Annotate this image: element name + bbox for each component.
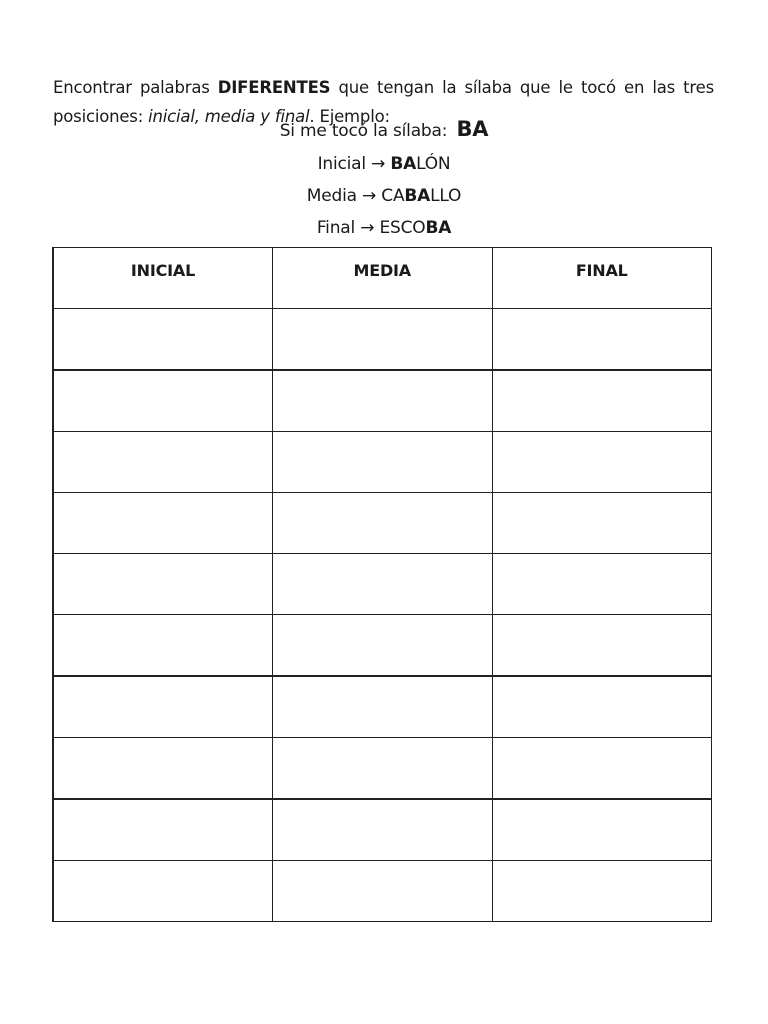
header-final: FINAL — [492, 248, 712, 309]
table-row — [53, 309, 712, 371]
inicial-cell[interactable] — [53, 554, 273, 615]
final-cell[interactable] — [492, 370, 712, 432]
inicial-cell[interactable] — [53, 676, 273, 738]
example-title-text: Si me tocó la sílaba: — [279, 121, 453, 141]
example-word-syllable: BA — [425, 218, 452, 238]
media-cell[interactable] — [273, 738, 493, 800]
table-row — [53, 676, 712, 738]
table-row — [53, 799, 712, 861]
table-row — [53, 738, 712, 800]
example-line-final — [0, 218, 768, 238]
table-row — [53, 554, 712, 615]
instructions-bold-word: DIFERENTES — [217, 77, 331, 97]
final-cell[interactable] — [492, 799, 712, 861]
inicial-cell[interactable] — [53, 493, 273, 554]
instructions-text-1: Encontrar palabras — [53, 77, 218, 97]
instructions-text-3: . Ejemplo: — [309, 106, 390, 126]
table-row — [53, 861, 712, 922]
final-cell[interactable] — [492, 493, 712, 554]
final-cell[interactable] — [492, 861, 712, 922]
inicial-cell[interactable] — [53, 615, 273, 677]
instructions-italic-positions: inicial, media y final — [148, 106, 310, 126]
words-table — [52, 247, 712, 922]
example-label: Media → — [306, 186, 382, 206]
media-cell[interactable] — [273, 861, 493, 922]
media-cell[interactable] — [273, 432, 493, 493]
example-label: Inicial → — [317, 154, 391, 174]
table-row — [53, 493, 712, 554]
example-title — [0, 117, 768, 141]
header-media: MEDIA — [273, 248, 493, 309]
example-word-before: CA — [381, 186, 405, 206]
example-word-syllable: BA — [404, 186, 431, 206]
example-word-before: ESCO — [379, 218, 426, 238]
media-cell[interactable] — [273, 615, 493, 677]
inicial-cell[interactable] — [53, 309, 273, 371]
inicial-cell[interactable] — [53, 370, 273, 432]
header-inicial: INICIAL — [53, 248, 273, 309]
final-cell[interactable] — [492, 615, 712, 677]
media-cell[interactable] — [273, 370, 493, 432]
example-line-inicial — [0, 154, 768, 174]
instructions-text-2: que tengan la sílaba que le tocó en las tres posiciones: — [53, 77, 714, 126]
final-cell[interactable] — [492, 738, 712, 800]
media-cell[interactable] — [273, 676, 493, 738]
media-cell[interactable] — [273, 799, 493, 861]
example-syllable: BA — [456, 117, 489, 141]
final-cell[interactable] — [492, 309, 712, 371]
table-row — [53, 370, 712, 432]
media-cell[interactable] — [273, 554, 493, 615]
example-word-after: LÓN — [416, 154, 451, 174]
media-cell[interactable] — [273, 493, 493, 554]
inicial-cell[interactable] — [53, 799, 273, 861]
media-cell[interactable] — [273, 309, 493, 371]
inicial-cell[interactable] — [53, 861, 273, 922]
example-word-syllable: BA — [390, 154, 417, 174]
table-row — [53, 432, 712, 493]
table-row — [53, 615, 712, 677]
example-label: Final → — [316, 218, 380, 238]
example-word-after: LLO — [430, 186, 462, 206]
inicial-cell[interactable] — [53, 738, 273, 800]
inicial-cell[interactable] — [53, 432, 273, 493]
table-header-row — [53, 248, 712, 309]
example-line-media — [0, 186, 768, 206]
final-cell[interactable] — [492, 676, 712, 738]
final-cell[interactable] — [492, 432, 712, 493]
final-cell[interactable] — [492, 554, 712, 615]
